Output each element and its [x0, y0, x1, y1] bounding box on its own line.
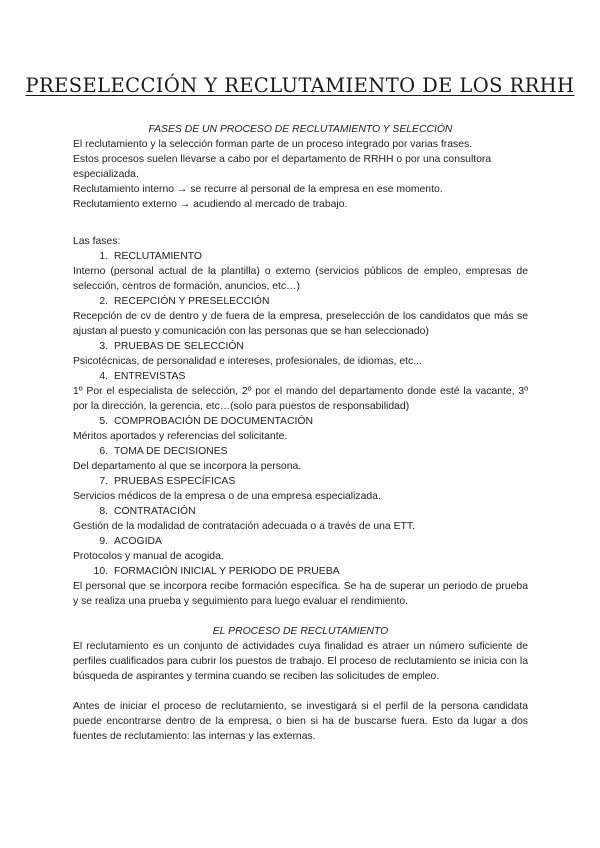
section-heading-proceso: EL PROCESO DE RECLUTAMIENTO: [212, 626, 389, 637]
phase-description: Recepción de cv de dentro y de fuera de la empresa, preselección de los candidatos que más se ajustan al puesto y comunicación con las personas que se han seleccionado): [73, 311, 528, 337]
paragraph: Antes de iniciar el proceso de reclutamiento, se investigará si el perfil de la persona candidata puede encontrarse dentro de la empresa, o bien si ha de buscarse fuera. Esto da lugar a dos fuentes de reclutamiento: las internas y las externas.: [73, 701, 528, 742]
phases-intro: Las fases:: [73, 236, 121, 247]
phase-item: 10. FORMACIÓN INICIAL Y PERIODO DE PRUEBA: [93, 566, 340, 577]
paragraph: El reclutamiento es un conjunto de actividades cuya finalidad es atraer un número suficiente de perfiles cualificados para cubrir los puestos de trabajo. El proceso de reclutamiento se inicia con la búsqueda de aspirantes y termina cuando se reciben las solicitudes de empleo.: [73, 641, 528, 682]
phase-description: Protocolos y manual de acogida.: [73, 551, 224, 562]
phase-description: Interno (personal actual de la plantilla) o externo (servicios públicos de empleo, empresas de selección, centros de formación, anuncios, etc…): [73, 266, 528, 292]
phase-item: 3. PRUEBAS DE SELECCIÓN: [99, 341, 244, 352]
phase-description: Psicotécnicas, de personalidad e intereses, profesionales, de idiomas, etc...: [73, 356, 422, 367]
paragraph: El reclutamiento y la selección forman parte de un proceso integrado por varias frases.: [73, 139, 473, 150]
phase-item: 4. ENTREVISTAS: [99, 371, 186, 382]
phase-description: El personal que se incorpora recibe formación específica. Se ha de superar un periodo de prueba y se realiza una prueba y seguimiento para luego evaluar el rendimiento.: [73, 581, 528, 607]
phase-description: Del departamento al que se incorpora la persona.: [73, 461, 302, 472]
phase-item: 6. TOMA DE DECISIONES: [99, 446, 228, 457]
phase-item: 8. CONTRATACIÓN: [99, 506, 196, 517]
page-title: PRESELECCIÓN Y RECLUTAMIENTO DE LOS RRHH: [25, 74, 575, 97]
phase-item: 1. RECLUTAMIENTO: [99, 251, 202, 262]
phase-item: 7. PRUEBAS ESPECÍFICAS: [99, 476, 236, 487]
phase-item: 9. ACOGIDA: [99, 536, 162, 547]
phase-description: Gestión de la modalidad de contratación adecuada o a través de una ETT.: [73, 521, 415, 532]
phase-item: 5. COMPROBACIÓN DE DOCUMENTACIÓN: [99, 416, 313, 427]
phase-item: 2. RECEPCIÓN Y PRESELECCIÓN: [99, 296, 270, 307]
section-heading-fases: FASES DE UN PROCESO DE RECLUTAMIENTO Y SELECCIÓN: [148, 124, 453, 135]
document-body: [73, 122, 528, 744]
paragraph: Reclutamiento interno → se recurre al personal de la empresa en ese momento.: [73, 184, 443, 195]
phase-description: Servicios médicos de la empresa o de una empresa especializada.: [73, 491, 381, 502]
paragraph: Reclutamiento externo → acudiendo al mercado de trabajo.: [73, 199, 348, 210]
phase-description: 1º Por el especialista de selección, 2º por el mando del departamento donde esté la vacante, 3º por la dirección, la gerencia, etc…(solo para puestos de responsabilidad): [73, 386, 528, 412]
phases-list: [73, 249, 528, 609]
phase-description: Méritos aportados y referencias del solicitante.: [73, 431, 288, 442]
paragraph: Estos procesos suelen llevarse a cabo por el departamento de RRHH o por una consultora especializada.: [73, 154, 492, 180]
